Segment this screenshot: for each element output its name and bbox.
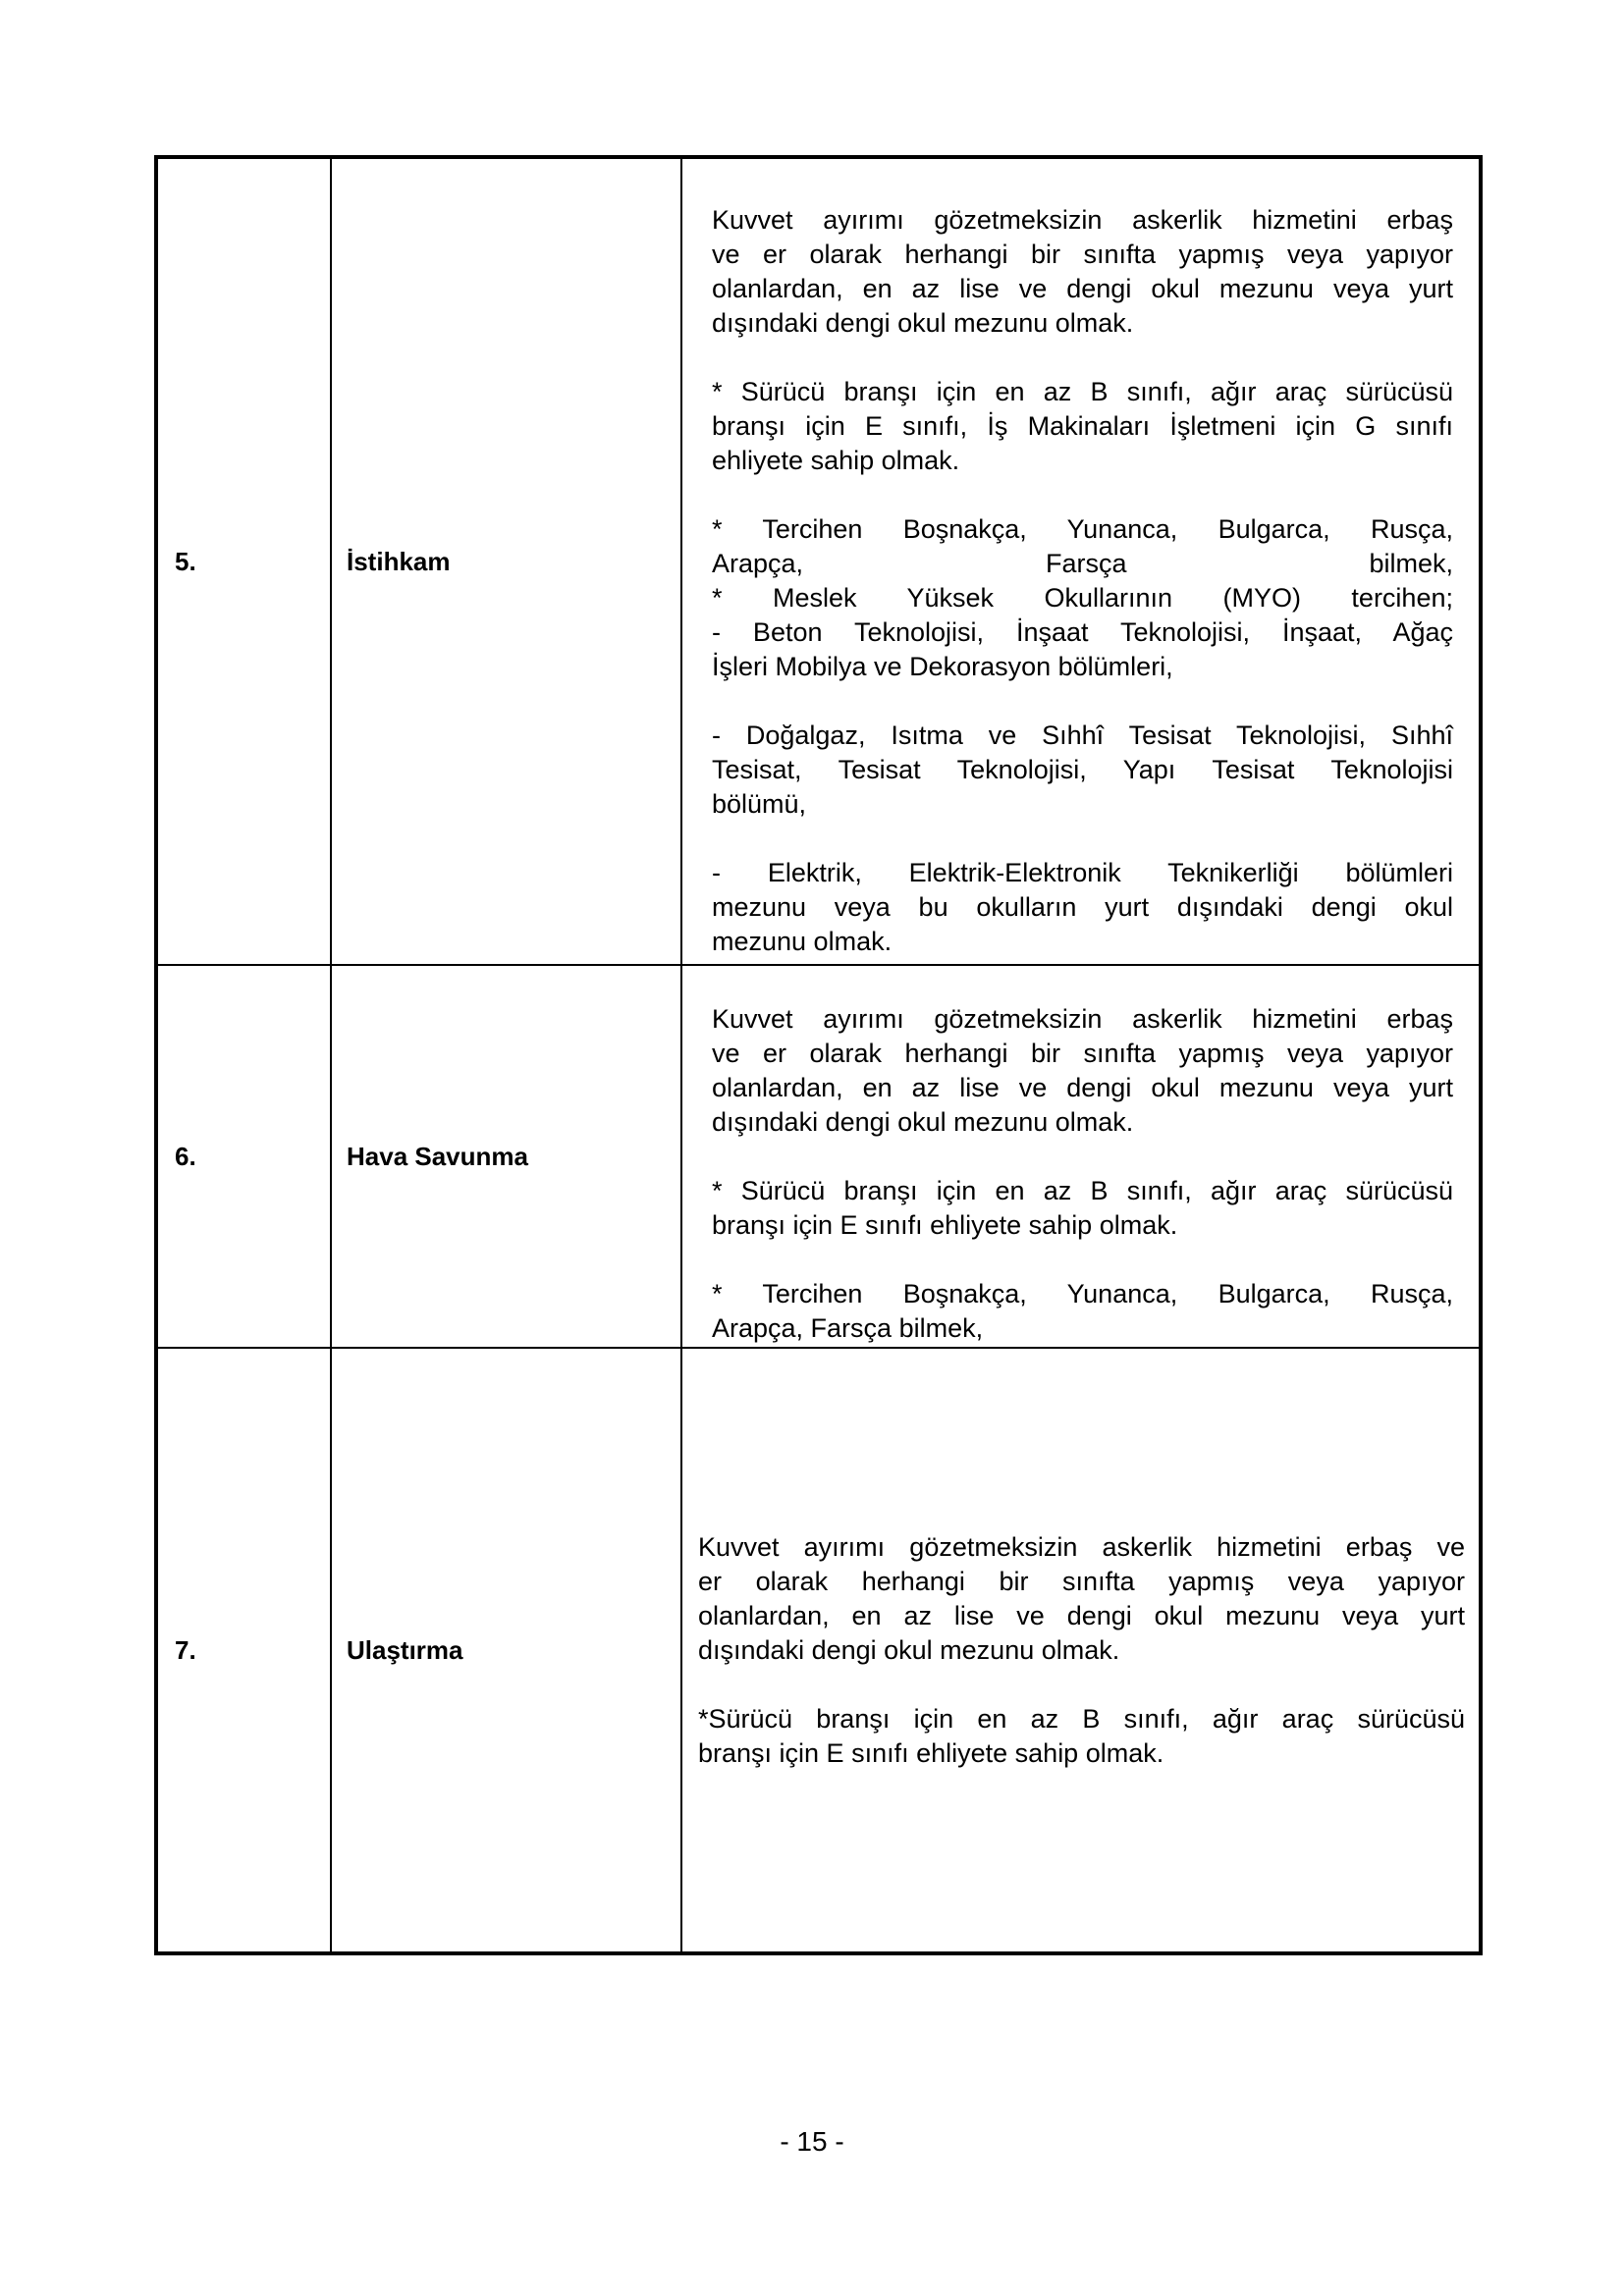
requirement-line: dışındaki dengi okul mezunu olmak. (698, 1634, 1120, 1665)
requirement-line: ve er olarak herhangi bir sınıfta yapmış veya yapıyor (712, 1039, 1453, 1068)
requirements-text (682, 1530, 1479, 1771)
requirement-line: er olarak herhangi bir sınıfta yapmış veya yapıyor (698, 1566, 1465, 1596)
row-number: 6. (156, 965, 331, 1348)
requirement-line: olanlardan, en az lise ve dengi okul mezunu veya yurt (698, 1600, 1465, 1630)
requirement-paragraph (712, 1277, 1453, 1346)
branch-name: Hava Savunma (331, 965, 681, 1348)
requirement-paragraph (712, 203, 1453, 341)
row-number: 5. (156, 157, 331, 965)
requirement-line: - Beton Teknolojisi, İnşaat Teknolojisi, İnşaat, Ağaç (712, 617, 1453, 647)
requirement-line: branşı için E sınıfı, İş Makinaları İşletmeni için G sınıfı (712, 411, 1453, 441)
requirement-line: İşleri Mobilya ve Dekorasyon bölümleri, (712, 652, 1173, 681)
requirements-table (154, 155, 1483, 1955)
requirement-line: Kuvvet ayırımı gözetmeksizin askerlik hizmetini erbaş (712, 205, 1453, 235)
requirements-cell (681, 965, 1481, 1348)
requirement-line: branşı için E sınıfı ehliyete sahip olmak. (698, 1737, 1164, 1768)
requirement-line: * Tercihen Boşnakça, Yunanca, Bulgarca, Rusça, (712, 1279, 1453, 1308)
requirement-line: *Sürücü branşı için en az B sınıfı, ağır araç sürücüsü (698, 1703, 1465, 1734)
requirement-line: * Tercihen Boşnakça, Yunanca, Bulgarca, Rusça, (712, 514, 1453, 544)
requirement-paragraph (712, 719, 1453, 822)
table-row (156, 157, 1481, 965)
requirement-paragraph (698, 1530, 1465, 1668)
requirement-line: * Meslek Yüksek Okullarının (MYO) tercihen; (712, 583, 1453, 613)
requirement-line: branşı için E sınıfı ehliyete sahip olmak. (712, 1210, 1178, 1240)
requirements-cell (681, 157, 1481, 965)
requirement-line: olanlardan, en az lise ve dengi okul mezunu veya yurt (712, 1073, 1453, 1102)
page-number: - 15 - (780, 2126, 844, 2157)
requirement-line: bölümü, (712, 789, 807, 819)
requirement-paragraph (712, 375, 1453, 478)
row-number: 7. (156, 1348, 331, 1953)
requirement-paragraph (712, 512, 1453, 684)
requirement-paragraph (712, 1174, 1453, 1243)
requirement-line: * Sürücü branşı için en az B sınıfı, ağır araç sürücüsü (712, 1176, 1453, 1205)
requirements-cell (681, 1348, 1481, 1953)
requirement-line: - Elektrik, Elektrik-Elektronik Teknikerliği bölümleri (712, 858, 1453, 887)
requirement-line: dışındaki dengi okul mezunu olmak. (712, 308, 1134, 338)
requirements-text (682, 164, 1479, 959)
requirement-paragraph (712, 1002, 1453, 1140)
branch-name: İstihkam (331, 157, 681, 965)
requirement-paragraph (712, 856, 1453, 959)
requirement-paragraph (698, 1702, 1465, 1771)
requirements-text (682, 967, 1479, 1346)
requirement-line: ehliyete sahip olmak. (712, 446, 960, 475)
table-row (156, 1348, 1481, 1953)
requirement-line: - Doğalgaz, Isıtma ve Sıhhî Tesisat Teknolojisi, Sıhhî (712, 721, 1453, 750)
requirement-line: Kuvvet ayırımı gözetmeksizin askerlik hizmetini erbaş ve (698, 1531, 1465, 1562)
branch-name: Ulaştırma (331, 1348, 681, 1953)
requirement-line: Arapça, Farsça bilmek, (712, 1313, 984, 1343)
requirement-line: Tesisat, Tesisat Teknolojisi, Yapı Tesisat Teknolojisi (712, 755, 1453, 784)
requirement-line: olanlardan, en az lise ve dengi okul mezunu veya yurt (712, 274, 1453, 303)
table-row (156, 965, 1481, 1348)
requirement-line: Kuvvet ayırımı gözetmeksizin askerlik hizmetini erbaş (712, 1004, 1453, 1034)
requirement-line: ve er olarak herhangi bir sınıfta yapmış veya yapıyor (712, 240, 1453, 269)
requirement-line: mezunu veya bu okulların yurt dışındaki dengi okul (712, 892, 1453, 922)
requirement-line: mezunu olmak. (712, 927, 893, 956)
requirement-line: * Sürücü branşı için en az B sınıfı, ağır araç sürücüsü (712, 377, 1453, 406)
requirement-line: dışındaki dengi okul mezunu olmak. (712, 1107, 1134, 1137)
requirement-line: Arapça, Farsça bilmek, (712, 549, 1453, 578)
